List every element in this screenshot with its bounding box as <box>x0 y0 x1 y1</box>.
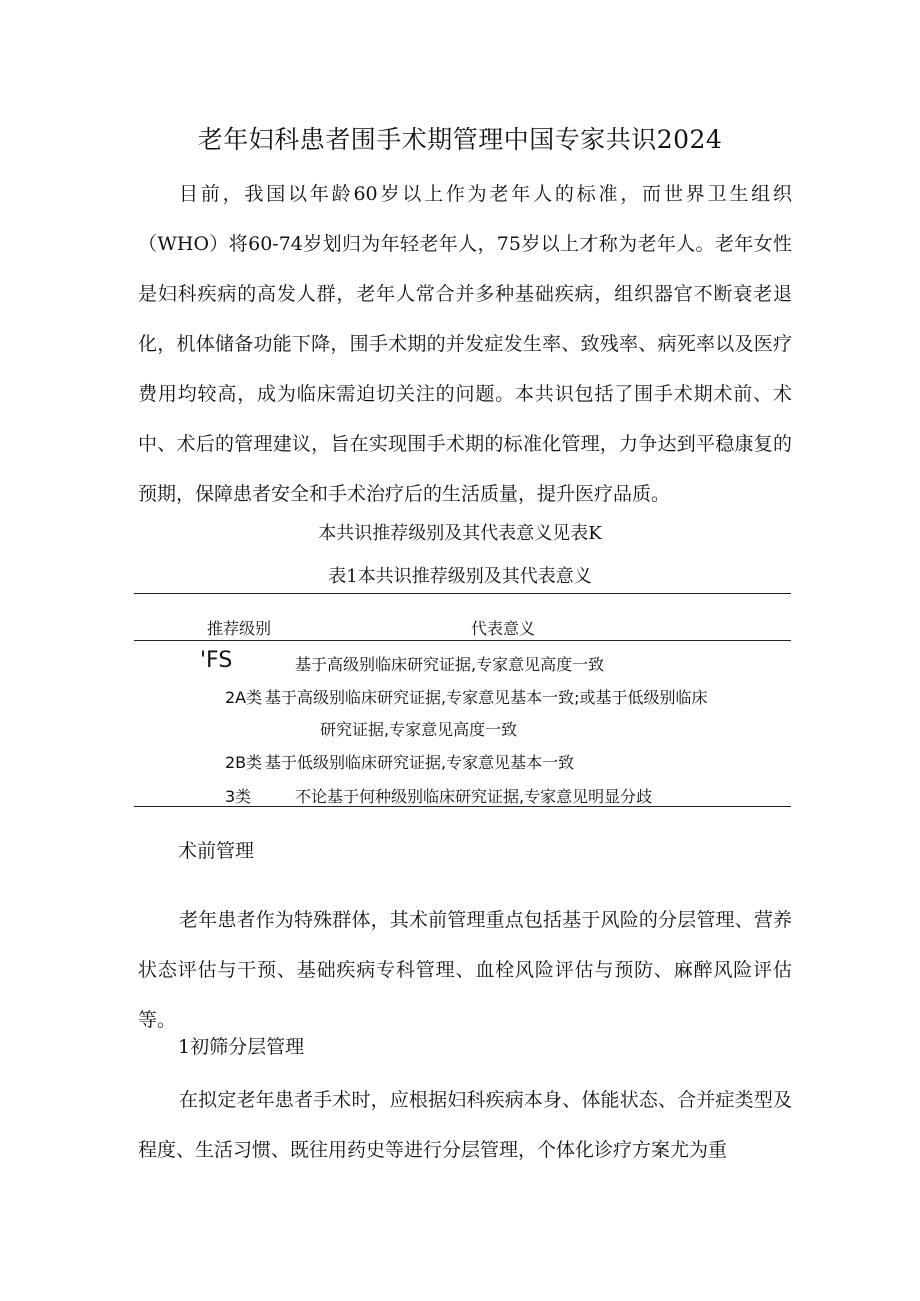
preop-paragraph: 老年患者作为特殊群体，其术前管理重点包括基于风险的分层管理、营养状态评估与干预、基础疾病专科管理、血栓风险评估与预防、麻醉风险评估等。 <box>138 909 792 1031</box>
table-intro-text: 本共识推荐级别及其代表意义见表K <box>318 523 602 544</box>
intro-paragraph: 目前，我国以年龄60岁以上作为老年人的标准，而世界卫生组织（WHO）将60-74岁划归为年轻老年人，75岁以上才称为老年人。老年女性是妇科疾病的高发人群，老年人常合并多种基础疾病，组织器官不断衰老退化，机体储备功能下降，围手术期的并发症发生率、致残率、病死率以及医疗费用均较高，成为临床需迫切关注的问题。本共识包括了围手术期术前、术中、术后的管理建议，旨在实现围手术期的标准化管理，力争达到平稳康复的预期，保障患者安全和手术治疗后的生活质量，提升医疗品质。 <box>138 183 792 505</box>
table-row-2-meaning-cont: 研究证据,专家意见高度一致 <box>320 720 518 739</box>
table-header-meaning: 代表意义 <box>471 619 536 638</box>
table-row-3-level: 2B类 <box>225 753 263 772</box>
section-heading-preop: 术前管理 <box>178 840 255 862</box>
table-header-level: 推荐级别 <box>207 619 272 638</box>
table-bottom-rule <box>134 806 791 807</box>
table-header-rule <box>134 640 791 641</box>
table-caption: 表1本共识推荐级别及其代表意义 <box>328 566 592 587</box>
table-row-4-meaning: 不论基于何种级别临床研究证据,专家意见明显分歧 <box>295 787 653 806</box>
table-row-2-level: 2A类 <box>225 688 263 707</box>
section-heading-screening: 1初筛分层管理 <box>178 1036 305 1058</box>
screening-paragraph: 在拟定老年患者手术时，应根据妇科疾病本身、体能状态、合并症类型及程度、生活习惯、既往用药史等进行分层管理，个体化诊疗方案尤为重 <box>138 1089 792 1161</box>
table-row-1-level: 'FS <box>200 648 233 673</box>
table-row-1-meaning: 基于高级别临床研究证据,专家意见高度一致 <box>295 655 605 674</box>
table-row-3-meaning: 基于低级别临床研究证据,专家意见基本一致 <box>265 753 575 772</box>
document-title: 老年妇科患者围手术期管理中国专家共识2024 <box>197 125 723 154</box>
table-top-rule <box>134 593 791 594</box>
table-row-2-meaning: 基于高级别临床研究证据,专家意见基本一致;或基于低级别临床 <box>265 688 708 707</box>
table-row-4-level: 3类 <box>225 787 252 806</box>
